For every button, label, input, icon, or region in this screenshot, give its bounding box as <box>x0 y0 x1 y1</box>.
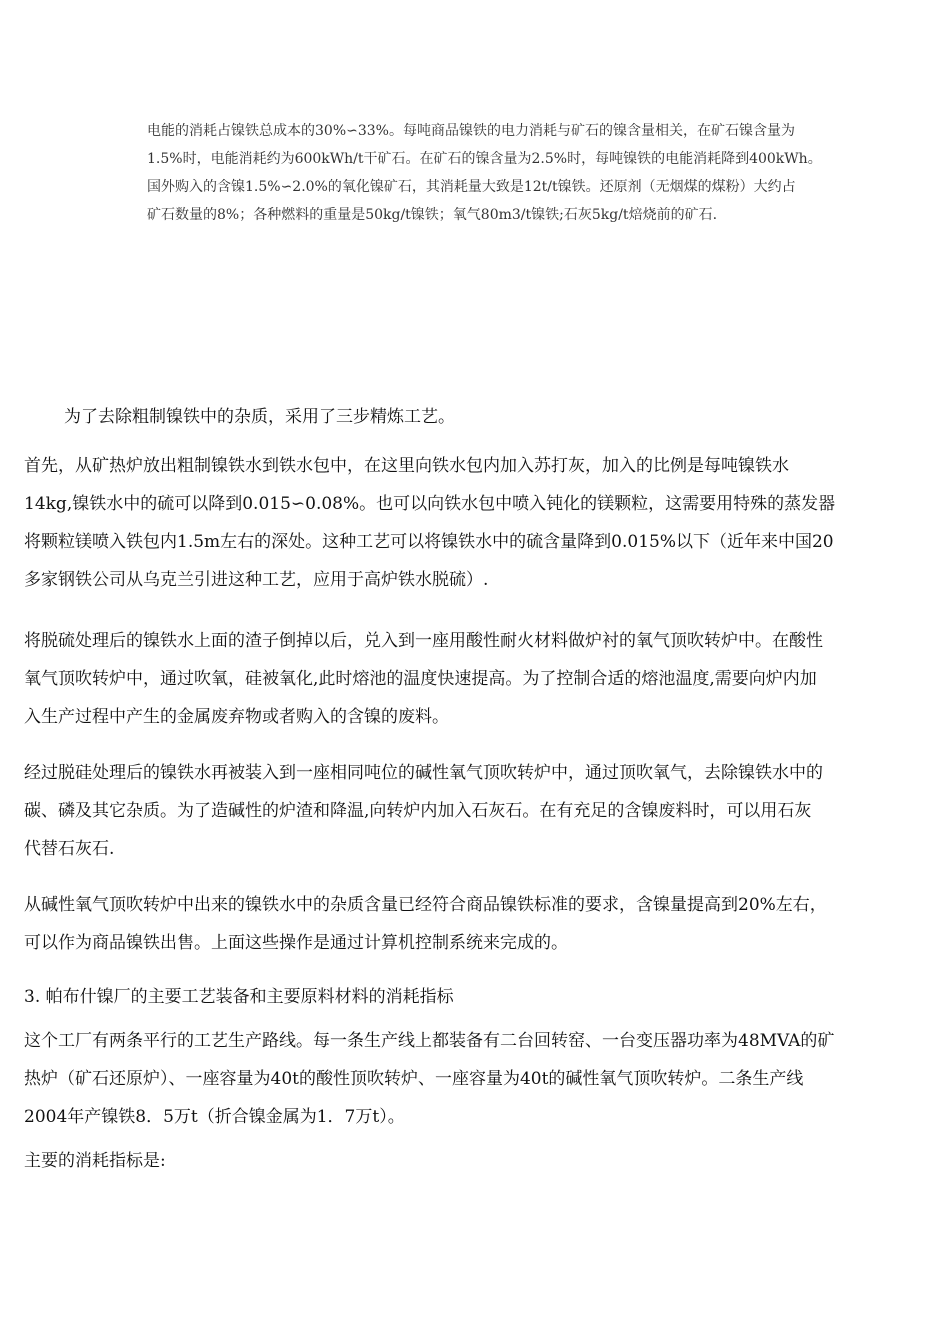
text-line: 首先，从矿热炉放出粗制镍铁水到铁水包中，在这里向铁水包内加入苏打灰，加入的比例是每吨镍铁水 <box>24 456 789 476</box>
text-line: 国外购入的含镍1.5%∽2.0%的氧化镍矿石，其消耗量大致是12t/t镍铁。还原剂（无烟煤的煤粉）大约占 <box>147 179 796 195</box>
text-line: 14kg,镍铁水中的硫可以降到0.015∽0.08%。也可以向铁水包中喷入钝化的镁颗粒，这需要用特殊的蒸发器 <box>24 494 836 514</box>
text-line: 矿石数量的8%；各种燃料的重量是50kg/t镍铁；氧气80m3/t镍铁;石灰5kg/t焙烧前的矿石. <box>147 207 718 223</box>
text-line: 碳、磷及其它杂质。为了造碱性的炉渣和降温,向转炉内加入石灰石。在有充足的含镍废料时，可以用石灰 <box>24 801 812 821</box>
plant-equipment-paragraph <box>24 1022 934 1136</box>
basic-converter-paragraph <box>24 754 934 868</box>
section-heading-3 <box>24 978 934 1016</box>
text-line: 主要的消耗指标是: <box>24 1151 166 1171</box>
consumption-indicators-label <box>24 1142 934 1180</box>
text-line: 将颗粒镁喷入铁包内1.5m左右的深处。这种工艺可以将镍铁水中的硫含量降到0.015%以下（近年来中国20 <box>24 532 834 552</box>
refining-intro-paragraph <box>24 398 934 436</box>
text-line: 这个工厂有两条平行的工艺生产路线。每一条生产线上都装备有二台回转窑、一台变压器功率为48MVA的矿 <box>24 1031 835 1051</box>
heading-text: 3. 帕布什镍厂的主要工艺装备和主要原料材料的消耗指标 <box>24 987 454 1007</box>
text-line: 可以作为商品镍铁出售。上面这些操作是通过计算机控制系统来完成的。 <box>24 933 568 953</box>
text-line: 从碱性氧气顶吹转炉中出来的镍铁水中的杂质含量已经符合商品镍铁标准的要求，含镍量提高到20%左右， <box>24 895 827 915</box>
text-line: 2004年产镍铁8．5万t（折合镍金属为1．7万t）。 <box>24 1107 405 1127</box>
text-line: 为了去除粗制镍铁中的杂质，采用了三步精炼工艺。 <box>64 407 455 427</box>
text-line: 电能的消耗占镍铁总成本的30%∽33%。每吨商品镍铁的电力消耗与矿石的镍含量相关，在矿石镍含量为 <box>147 123 795 139</box>
text-line: 入生产过程中产生的金属废弃物或者购入的含镍的废料。 <box>24 707 449 727</box>
energy-consumption-paragraph <box>147 117 927 229</box>
desiliconization-paragraph <box>24 622 934 736</box>
text-line: 热炉（矿石还原炉）、一座容量为40t的酸性顶吹转炉、一座容量为40t的碱性氧气顶吹转炉。二条生产线 <box>24 1069 804 1089</box>
text-line: 经过脱硅处理后的镍铁水再被装入到一座相同吨位的碱性氧气顶吹转炉中，通过顶吹氧气，去除镍铁水中的 <box>24 763 823 783</box>
final-product-paragraph <box>24 886 934 962</box>
text-line: 代替石灰石. <box>24 839 115 859</box>
text-line: 多家钢铁公司从乌克兰引进这种工艺，应用于高炉铁水脱硫）. <box>24 570 489 590</box>
desulfurization-paragraph <box>24 447 934 599</box>
text-line: 1.5%时，电能消耗约为600kWh/t干矿石。在矿石的镍含量为2.5%时，每吨镍铁的电能消耗降到400kWh。 <box>147 151 822 167</box>
text-line: 将脱硫处理后的镍铁水上面的渣子倒掉以后，兑入到一座用酸性耐火材料做炉衬的氧气顶吹转炉中。在酸性 <box>24 631 823 651</box>
text-line: 氧气顶吹转炉中，通过吹氧，硅被氧化,此时熔池的温度快速提高。为了控制合适的熔池温度,需要向炉内加 <box>24 669 817 689</box>
